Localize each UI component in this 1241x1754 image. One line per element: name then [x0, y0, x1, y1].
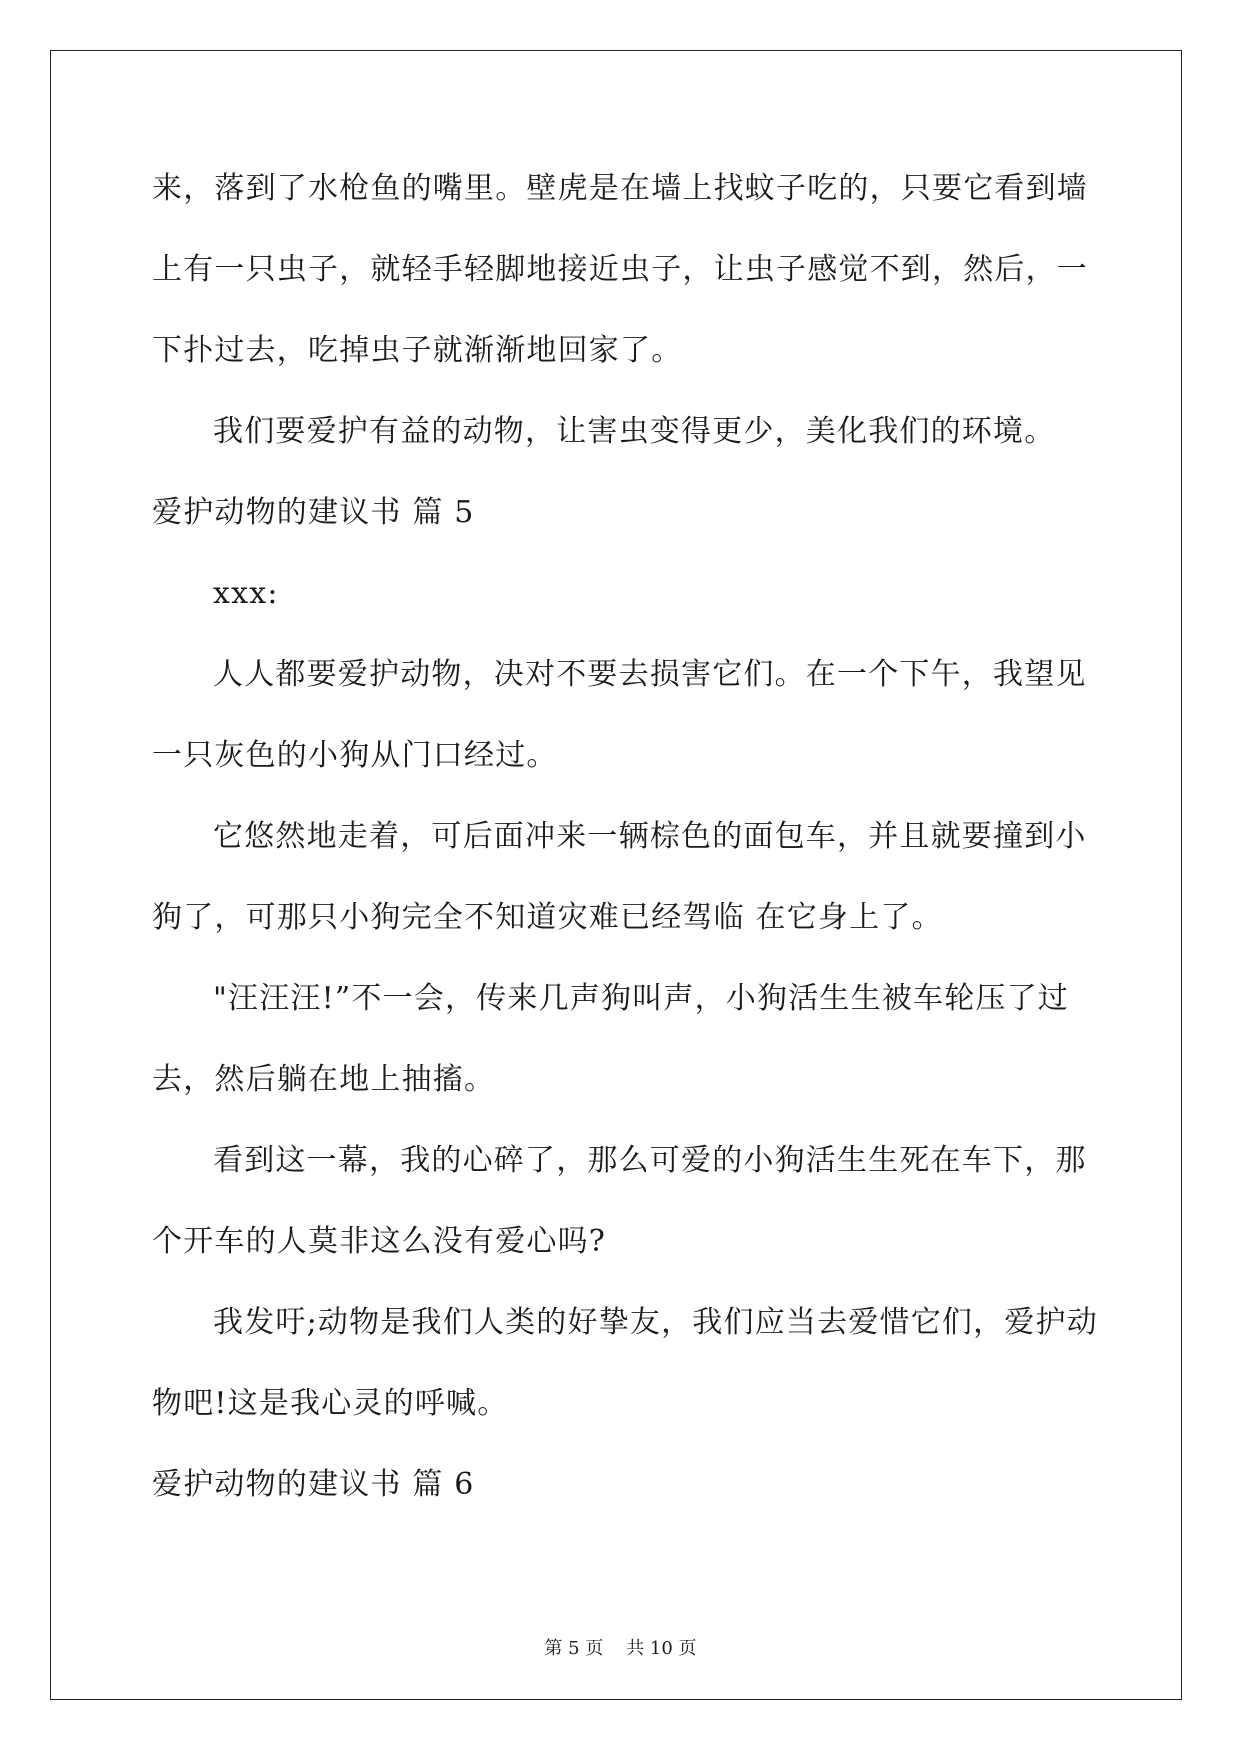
paragraph-line: 我们要爱护有益的动物，让害虫变得更少，美化我们的环境。 [213, 414, 1056, 449]
section-heading: 爱护动物的建议书 篇 5 [152, 495, 475, 530]
paragraph-line: 来，落到了水枪鱼的嘴里。壁虎是在墙上找蚊子吃的，只要它看到墙 [152, 171, 1088, 206]
paragraph-line: "汪汪汪!”不一会，传来几声狗叫声，小狗活生生被车轮压了过 [213, 981, 1069, 1016]
paragraph-line: 一只灰色的小狗从门口经过。 [152, 738, 558, 773]
section-heading: 爱护动物的建议书 篇 6 [152, 1467, 475, 1502]
paragraph-line: 去，然后躺在地上抽搐。 [152, 1062, 496, 1097]
salutation: xxx: [213, 576, 279, 611]
paragraph-line: 狗了，可那只小狗完全不知道灾难已经驾临 在它身上了。 [152, 900, 943, 935]
paragraph-line: 个开车的人莫非这么没有爱心吗? [152, 1224, 607, 1259]
page-border [50, 50, 1182, 1700]
paragraph-line: 下扑过去，吃掉虫子就渐渐地回家了。 [152, 333, 683, 368]
paragraph-line: 它悠然地走着，可后面冲来一辆棕色的面包车，并且就要撞到小 [213, 819, 1087, 854]
paragraph-line: 看到这一幕，我的心碎了，那么可爱的小狗活生生死在车下，那 [213, 1143, 1087, 1178]
paragraph-line: 我发吁;动物是我们人类的好挚友，我们应当去爱惜它们，爱护动 [213, 1305, 1098, 1340]
paragraph-line: 上有一只虫子，就轻手轻脚地接近虫子，让虫子感觉不到，然后，一 [152, 252, 1088, 287]
page-footer: 第 5 页 共 10 页 [544, 1638, 697, 1659]
paragraph-line: 人人都要爱护动物，决对不要去损害它们。在一个下午，我望见 [213, 657, 1087, 692]
paragraph-line: 物吧!这是我心灵的呼喊。 [152, 1386, 509, 1421]
